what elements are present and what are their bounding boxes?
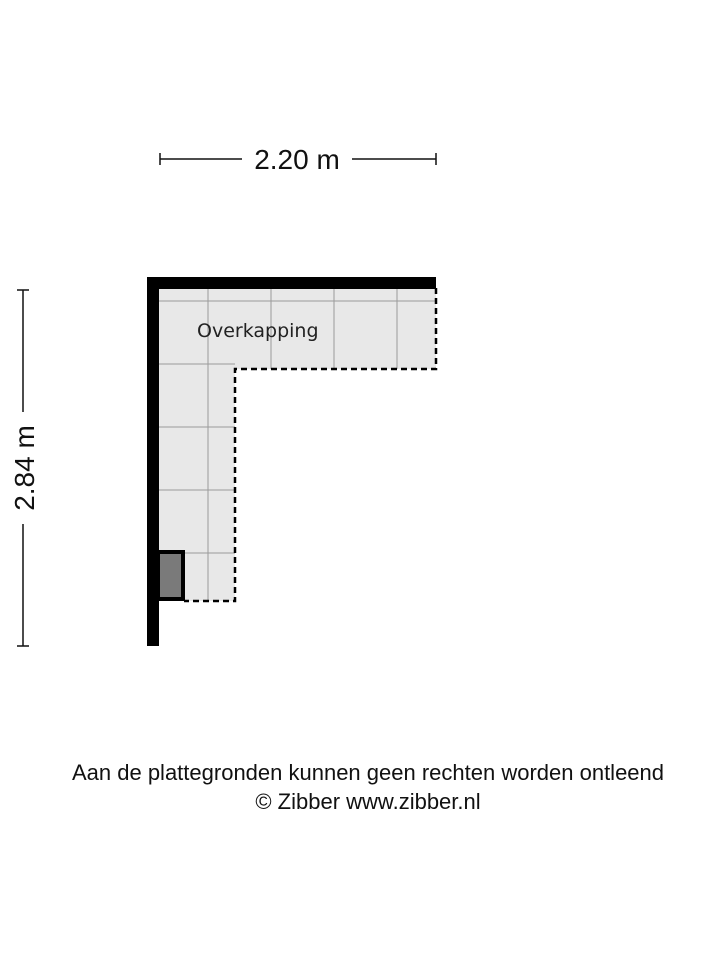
width-label: 2.20 m xyxy=(254,144,340,175)
height-dimension xyxy=(9,290,40,646)
top-wall xyxy=(147,277,436,289)
copyright-text: © Zibber www.zibber.nl xyxy=(255,789,481,814)
column-post xyxy=(158,552,183,599)
disclaimer-text: Aan de plattegronden kunnen geen rechten worden ontleend xyxy=(71,760,665,785)
width-dimension xyxy=(160,144,436,175)
room-label: Overkapping xyxy=(197,320,319,342)
height-label: 2.84 m xyxy=(9,425,40,511)
